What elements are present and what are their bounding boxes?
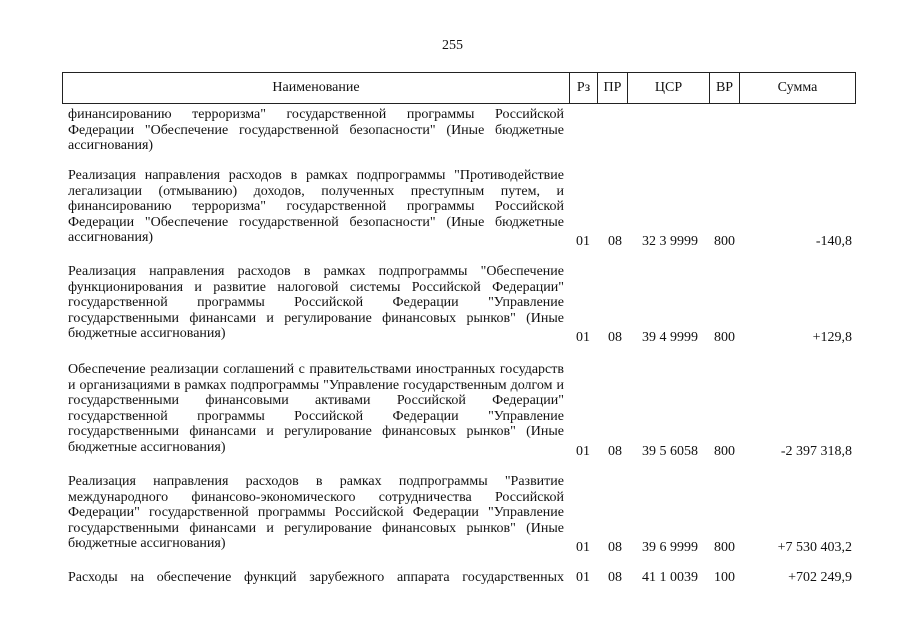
row-description: финансированию терроризма" государственной программы Российской Федерации "Обеспечение государственной безопасности" (Иные бюджетные ассигнования) <box>68 107 564 154</box>
row-description: Расходы на обеспечение функций зарубежного аппарата государственных <box>68 570 564 585</box>
row-sum: +702 249,9 <box>788 570 852 585</box>
row-codes <box>68 570 856 586</box>
header-sum: Сумма <box>739 73 855 103</box>
row-description: Реализация направления расходов в рамках подпрограммы "Противодействие легализации (отмыванию) доходов, полученных преступным путем, и финансированию терроризма" государственной программы Российской Федерации "Обеспечение государственной безопасности" (Иные бюджетные ассигнования) <box>68 168 564 246</box>
row-description: Реализация направления расходов в рамках подпрограммы "Обеспечение функционирования и развитие налоговой системы Российской Федерации" государственной программы Российской Федерации "Управление государственными финансами и регулирование финансовых рынков" (Иные бюджетные ассигнования) <box>68 264 564 342</box>
row-csr: 39 4 9999 <box>642 330 698 346</box>
header-csr: ЦСР <box>627 73 709 103</box>
row-rz: 01 <box>576 444 590 460</box>
row-description: Реализация направления расходов в рамках подпрограммы "Развитие международного финансово-экономического сотрудничества Российской Федерации" государственной программы Российской Федерации "Управление государственными финансами и регулирование финансовых рынков" (Иные бюджетные ассигнования) <box>68 474 564 552</box>
header-name: Наименование <box>272 80 360 95</box>
row-codes <box>68 444 856 460</box>
row-pr: 08 <box>608 234 622 250</box>
row-rz: 01 <box>576 570 590 585</box>
row-csr: 39 5 6058 <box>642 444 698 460</box>
row-description: Обеспечение реализации соглашений с правительствами иностранных государств и организациями в рамках подпрограммы "Управление государственным долгом и государственными финансовыми активами Российской Федерации" государственной программы Российской Федерации "Управление государственными финансами и регулирование финансовых рынков" (Иные бюджетные ассигнования) <box>68 362 564 455</box>
row-pr: 08 <box>608 444 622 460</box>
table-row <box>68 107 856 155</box>
header-vr: ВР <box>709 73 739 103</box>
table-header <box>62 72 856 104</box>
row-csr: 39 6 9999 <box>642 540 698 556</box>
table-row <box>68 474 856 556</box>
header-rz: Рз <box>569 73 597 103</box>
row-pr: 08 <box>608 330 622 346</box>
row-codes <box>68 330 856 346</box>
row-codes <box>68 540 856 556</box>
header-pr: ПР <box>597 73 627 103</box>
row-sum: +7 530 403,2 <box>777 540 852 556</box>
row-rz: 01 <box>576 330 590 346</box>
page-number: 255 <box>442 38 463 53</box>
row-sum: +129,8 <box>812 330 852 346</box>
table-row <box>68 570 856 588</box>
table-row <box>68 264 856 346</box>
row-vr: 800 <box>714 330 735 346</box>
row-vr: 800 <box>714 234 735 250</box>
row-pr: 08 <box>608 540 622 556</box>
row-rz: 01 <box>576 234 590 250</box>
row-sum: -2 397 318,8 <box>780 444 852 460</box>
row-vr: 100 <box>714 570 735 585</box>
row-vr: 800 <box>714 444 735 460</box>
row-codes <box>68 234 856 250</box>
row-csr: 41 1 0039 <box>642 570 698 585</box>
row-sum: -140,8 <box>815 234 852 250</box>
row-csr: 32 3 9999 <box>642 234 698 250</box>
table-row <box>68 168 856 250</box>
table-row <box>68 362 856 460</box>
row-pr: 08 <box>608 570 622 585</box>
row-vr: 800 <box>714 540 735 556</box>
row-rz: 01 <box>576 540 590 556</box>
